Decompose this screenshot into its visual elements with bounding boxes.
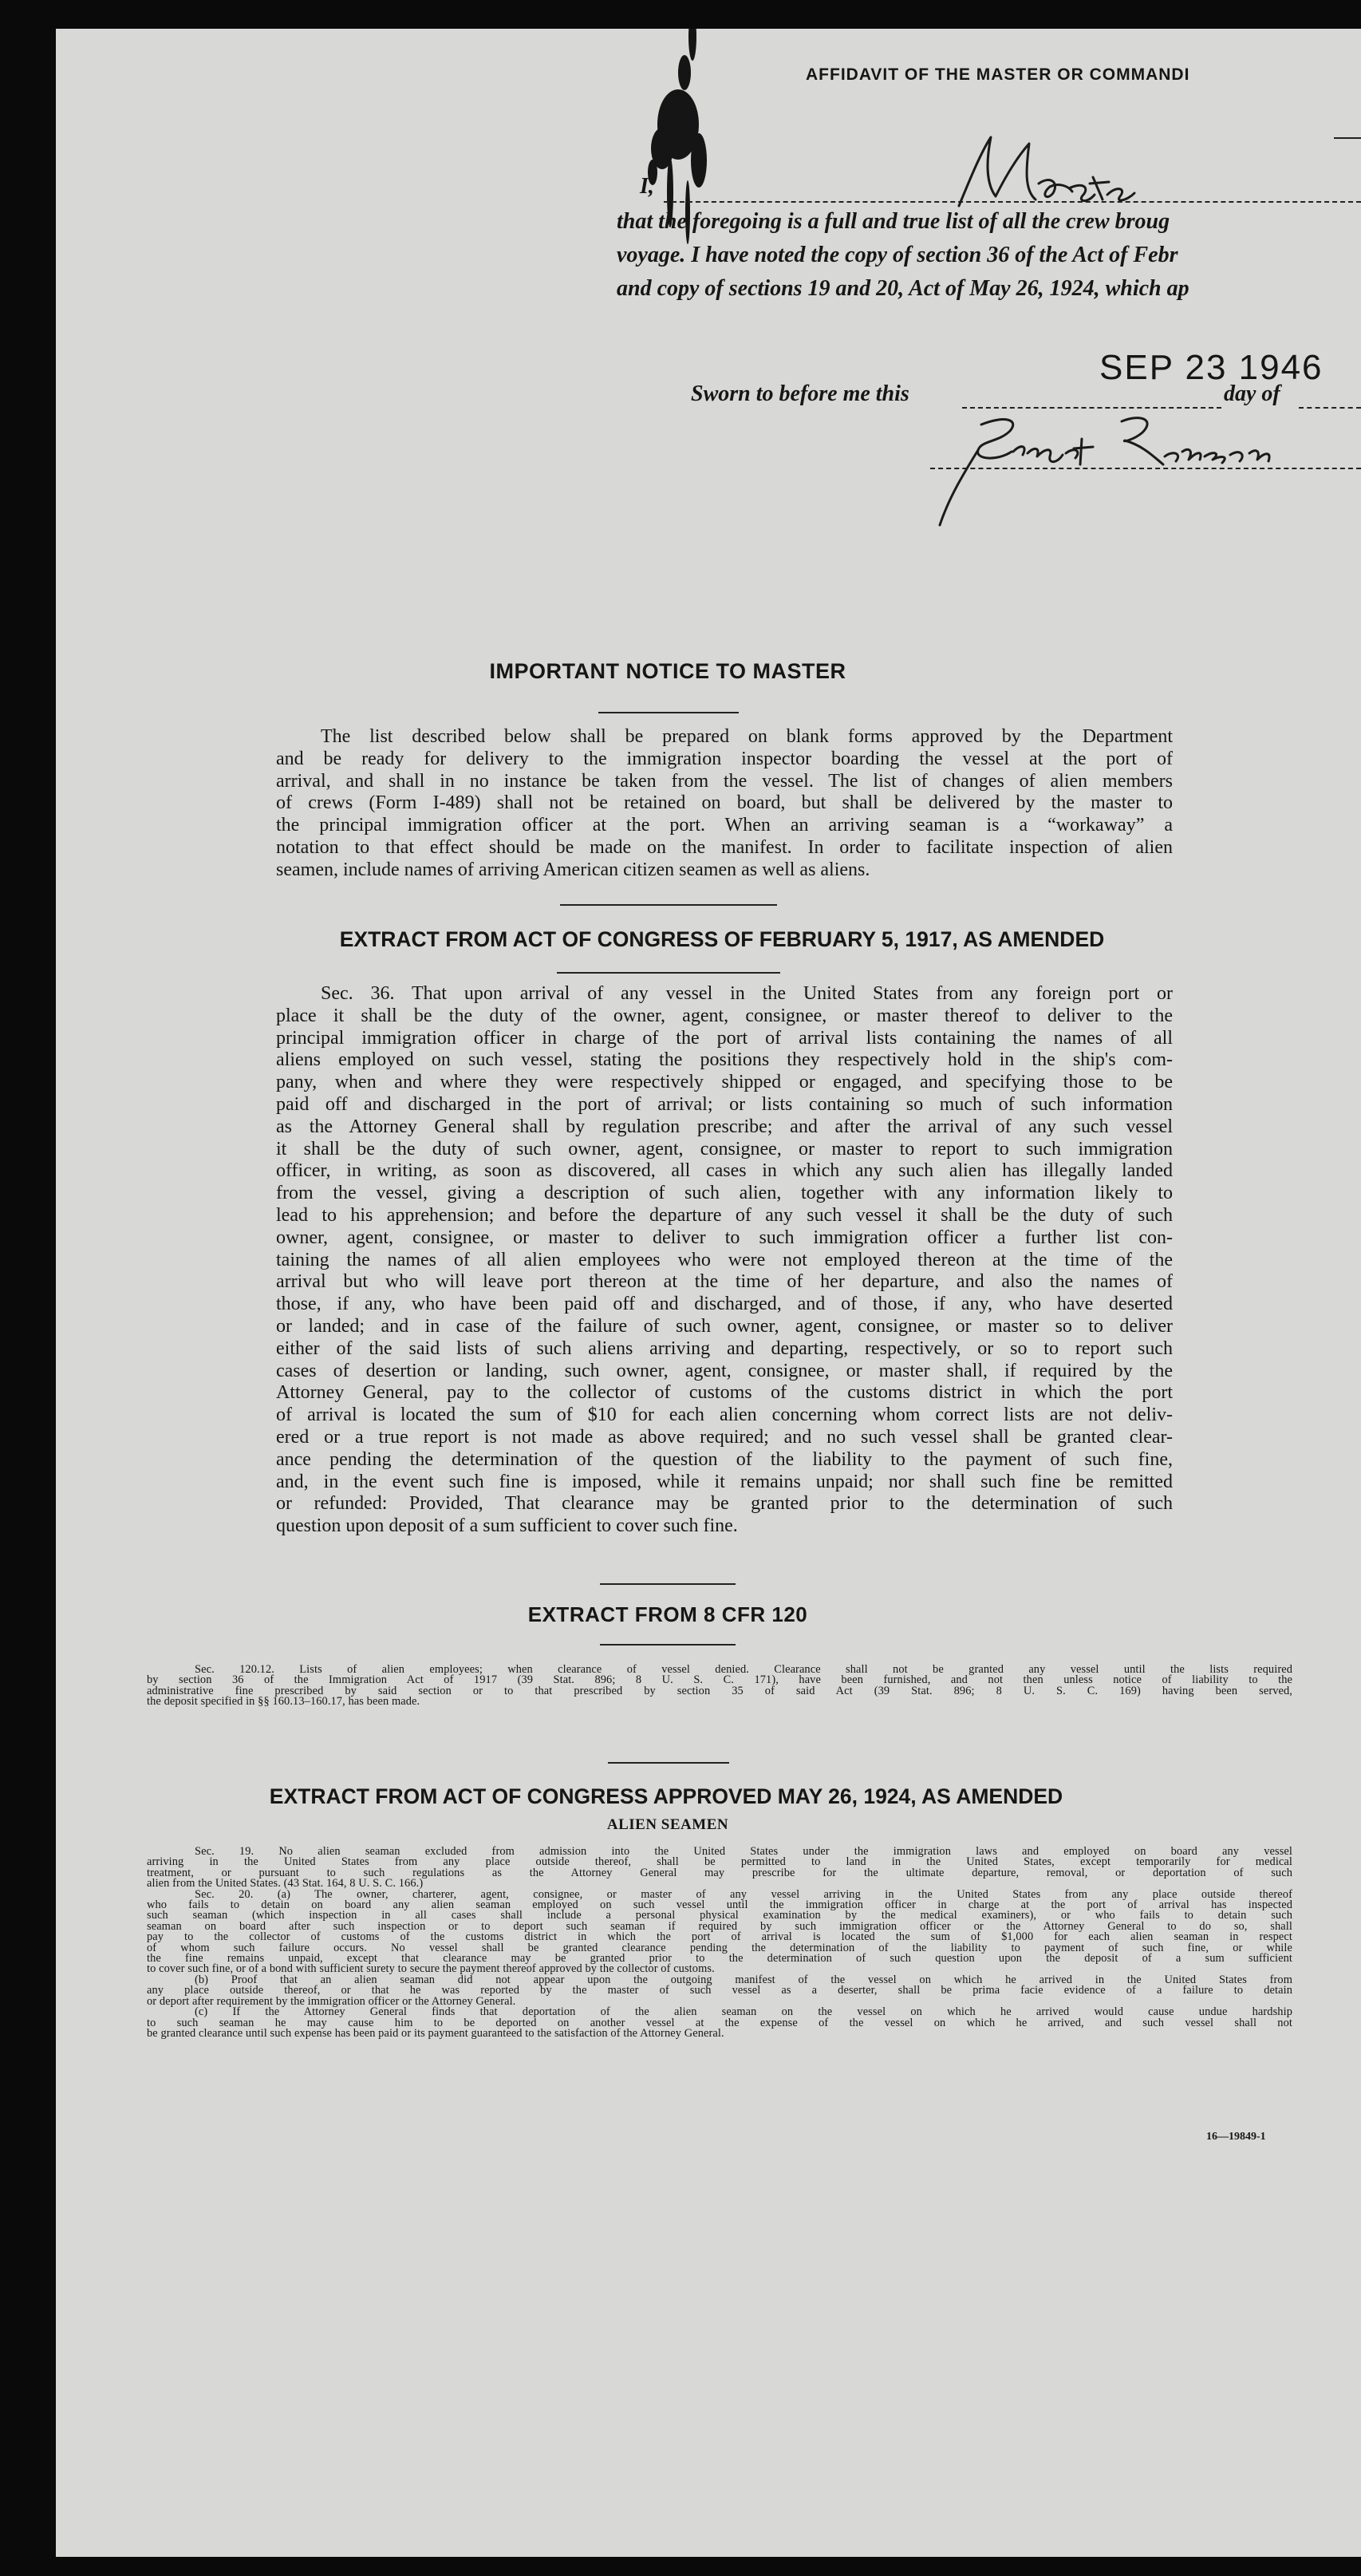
notice-body — [276, 726, 1173, 882]
text-line: arrival, and shall in no instance be taken from the vessel. The list of changes of alien members — [276, 770, 1173, 792]
text-line: Sec. 19. No alien seaman excluded from admission into the United States under the immigration laws and employed on board any vessel — [195, 1845, 1292, 1858]
officer-signature — [933, 407, 1332, 535]
text-line: the fine remains unpaid, except that clearance may be granted prior to the determination of such question upon the deposit of a sum sufficient — [147, 1952, 1292, 1966]
text-line: arrival but who will leave port thereon at the time of her departure, and also the names of — [276, 1271, 1173, 1293]
text-line: either of the said lists of such aliens arriving and departing, respectively, or so to report such — [276, 1337, 1173, 1359]
extract-1917-rule — [557, 972, 780, 974]
text-line: (b) Proof that an alien seaman did not appear upon the outgoing manifest of the vessel on which he arrived in the United States from — [195, 1973, 1292, 1986]
cfr-top-rule — [600, 1583, 736, 1585]
extract-1924-top-rule — [608, 1762, 729, 1764]
extract-1924-body — [147, 1847, 1292, 2039]
text-line: seaman on board after such inspection or to deport such seaman if required by such immigration officer or the Attorney General to do so, shall — [147, 1919, 1292, 1933]
affidavit-heading-rule — [1334, 137, 1361, 139]
affidavit-line-3: and copy of sections 19 and 20, Act of May 26, 1924, which ap — [617, 276, 1189, 301]
affidavit-line-2: voyage. I have noted the copy of section 36 of the Act of Febr — [617, 243, 1178, 267]
text-line: Sec. 20. (a) The owner, charterer, agent, consignee, or master of any vessel arriving in the United States from any place outside thereof — [195, 1887, 1292, 1901]
text-line: ered or a true report is not made as above required; and no such vessel shall be granted clear- — [276, 1426, 1173, 1448]
day-of-label: day of — [1224, 381, 1280, 406]
text-line: of crews (Form I-489) shall not be retained on board, but shall be delivered by the master to — [276, 792, 1173, 814]
affidavit-i-label: I, — [640, 174, 654, 199]
text-line: alien from the United States. (43 Stat. 164, 8 U. S. C. 166.) — [147, 1877, 424, 1891]
sworn-label: Sworn to before me this — [691, 381, 909, 406]
cfr-rule — [600, 1644, 736, 1646]
notice-rule — [598, 712, 739, 713]
text-line: aliens employed on such vessel, stating the positions they respectively hold in the ship's com- — [276, 1049, 1173, 1071]
text-line: those, if any, who have been paid off and discharged, and of those, if any, who have deserted — [276, 1294, 1173, 1315]
text-line: taining the names of all alien employees who were not employed thereon at the time of the — [276, 1249, 1173, 1270]
text-line: cases of desertion or landing, such owner, agent, consignee, or master shall, if required by the — [276, 1360, 1173, 1381]
text-line: seamen, include names of arriving American citizen seamen as well as aliens. — [276, 859, 870, 880]
extract-1917-body — [276, 983, 1173, 1538]
affidavit-line-1: that the foregoing is a full and true list of all the crew broug — [617, 209, 1170, 234]
text-line: be granted clearance until such expense has been paid or its payment guaranteed to the satisfaction of the Attorney General. — [147, 2026, 724, 2040]
text-line: Sec. 36. That upon arrival of any vessel in the United States from any foreign port or — [321, 983, 1173, 1004]
text-line: from the vessel, giving a description of such alien, together with any information likely to — [276, 1183, 1173, 1204]
text-line: or landed; and in case of the failure of such owner, agent, consignee, or master so to deliver — [276, 1315, 1173, 1337]
affidavit-heading: AFFIDAVIT OF THE MASTER OR COMMANDI — [806, 65, 1190, 84]
text-line: principal immigration officer in charge of the port of arrival lists containing the names of all — [276, 1027, 1173, 1049]
date-stamp: SEP 23 1946 — [1099, 348, 1324, 387]
text-line: administrative fine prescribed by said section or to that prescribed by section 35 of said Act (39 Stat. 896; 8 U. S. C. 169) having been served, — [147, 1684, 1292, 1697]
master-signature — [949, 131, 1141, 219]
text-line: (c) If the Attorney General finds that deportation of the alien seaman on the vessel on which he arrived would cause undue hardship — [195, 2005, 1292, 2019]
text-line: officer, in writing, as soon as discovered, all cases in which any such alien has illegally landed — [276, 1160, 1173, 1182]
notice-end-rule — [560, 904, 777, 906]
text-line: of arrival is located the sum of $10 for each alien concerning whom correct lists are not deliv- — [276, 1405, 1173, 1426]
text-line: any place outside thereof, or that he was reported by the master of such vessel as a deserter, shall be prima facie evidence of a failure to detain — [147, 1984, 1292, 1997]
form-number: 16—19849-1 — [1206, 2131, 1266, 2143]
text-line: who fails to detain on board any alien seaman employed on such vessel until the immigration officer in charge at the port of arrival has inspected — [147, 1898, 1292, 1912]
text-line: notation to that effect should be made on the manifest. In order to facilitate inspection of alien — [276, 836, 1173, 858]
extract-1917-title: EXTRACT FROM ACT OF CONGRESS OF FEBRUARY 5, 1917, AS AMENDED — [339, 927, 1105, 951]
text-line: and, in the event such fine is imposed, while it remains unpaid; nor shall such fine be remitted — [276, 1471, 1173, 1492]
text-line: to cover such fine, or of a bond with sufficient surety to secure the payment thereof approved by the collector of customs. — [147, 1962, 715, 1976]
text-line: owner, agent, consignee, or master to deliver to such immigration officer a further list con- — [276, 1227, 1173, 1248]
text-line: the principal immigration officer at the port. When an arriving seaman is a “workaway” a — [276, 815, 1173, 836]
text-line: paid off and discharged in the port of arrival; or lists containing so much of such information — [276, 1093, 1173, 1115]
text-line: question upon deposit of a sum sufficient to cover such fine. — [276, 1515, 738, 1537]
text-line: ance pending the determination of the question of the liability to the payment of such fine, — [276, 1448, 1173, 1470]
text-line: as the Attorney General shall by regulation prescribe; and after the arrival of any such vessel — [276, 1116, 1173, 1137]
text-line: such seaman (which inspection in all cases shall include a personal physical examination by the medical examiners), or who fails to detain such — [147, 1909, 1292, 1922]
text-line: it shall be the duty of such owner, agent, consignee, or master to report to such immigration — [276, 1138, 1173, 1160]
text-line: place it shall be the duty of the owner, agent, consignee, or master thereof to deliver to the — [276, 1005, 1173, 1026]
cfr-title: EXTRACT FROM 8 CFR 120 — [527, 1602, 808, 1626]
text-line: pay to the collector of customs of the customs district in which the port of arrival is located the sum of $1,000 for each alien seaman in respect — [147, 1930, 1292, 1944]
cfr-body — [147, 1665, 1292, 1708]
text-line: by section 36 of the Immigration Act of 1917 (39 Stat. 896; 8 U. S. C. 171), have been furnished, and not then unless notice of liability to the — [147, 1673, 1292, 1687]
text-line: Attorney General, pay to the collector of customs of the customs district in which the port — [276, 1382, 1173, 1404]
text-line: lead to his apprehension; and before the departure of any such vessel it shall be the duty of such — [276, 1204, 1173, 1226]
text-line: The list described below shall be prepared on blank forms approved by the Department — [321, 726, 1173, 747]
text-line: of whom such failure occurs. No vessel shall be granted clearance pending the determination of the liability to payment of such fine, or while — [147, 1941, 1292, 1954]
text-line: treatment, or pursuant to such regulations as the Attorney General may prescribe for the ultimate departure, removal, or deportation of such — [147, 1866, 1292, 1879]
text-line: arriving in the United States from any place outside thereof, shall be permitted to land in the United States, except temporarily for medical — [147, 1855, 1292, 1869]
text-line: pany, when and where they were respectively shipped or engaged, and specifying those to be — [276, 1072, 1173, 1093]
text-line: or refunded: Provided, That clearance may be granted prior to the determination of such — [276, 1493, 1173, 1515]
extract-1924-subtitle: ALIEN SEAMEN — [606, 1816, 729, 1833]
extract-1924-title: EXTRACT FROM ACT OF CONGRESS APPROVED MAY 26, 1924, AS AMENDED — [269, 1784, 1063, 1808]
text-line: the deposit specified in §§ 160.13–160.17, has been made. — [147, 1695, 420, 1709]
notice-title: IMPORTANT NOTICE TO MASTER — [489, 659, 846, 683]
text-line: and be ready for delivery to the immigration inspector boarding the vessel at the port of — [276, 748, 1173, 769]
text-line: Sec. 120.12. Lists of alien employees; when clearance of vessel denied. Clearance shall not be granted any vessel until the lists required — [195, 1663, 1292, 1676]
text-line: to such seaman he may cause him to be deported on another vessel at the expense of the vessel on which he arrived, and such vessel shall not — [147, 2016, 1292, 2029]
text-line: or deport after requirement by the immigration officer or the Attorney General. — [147, 1994, 516, 2008]
